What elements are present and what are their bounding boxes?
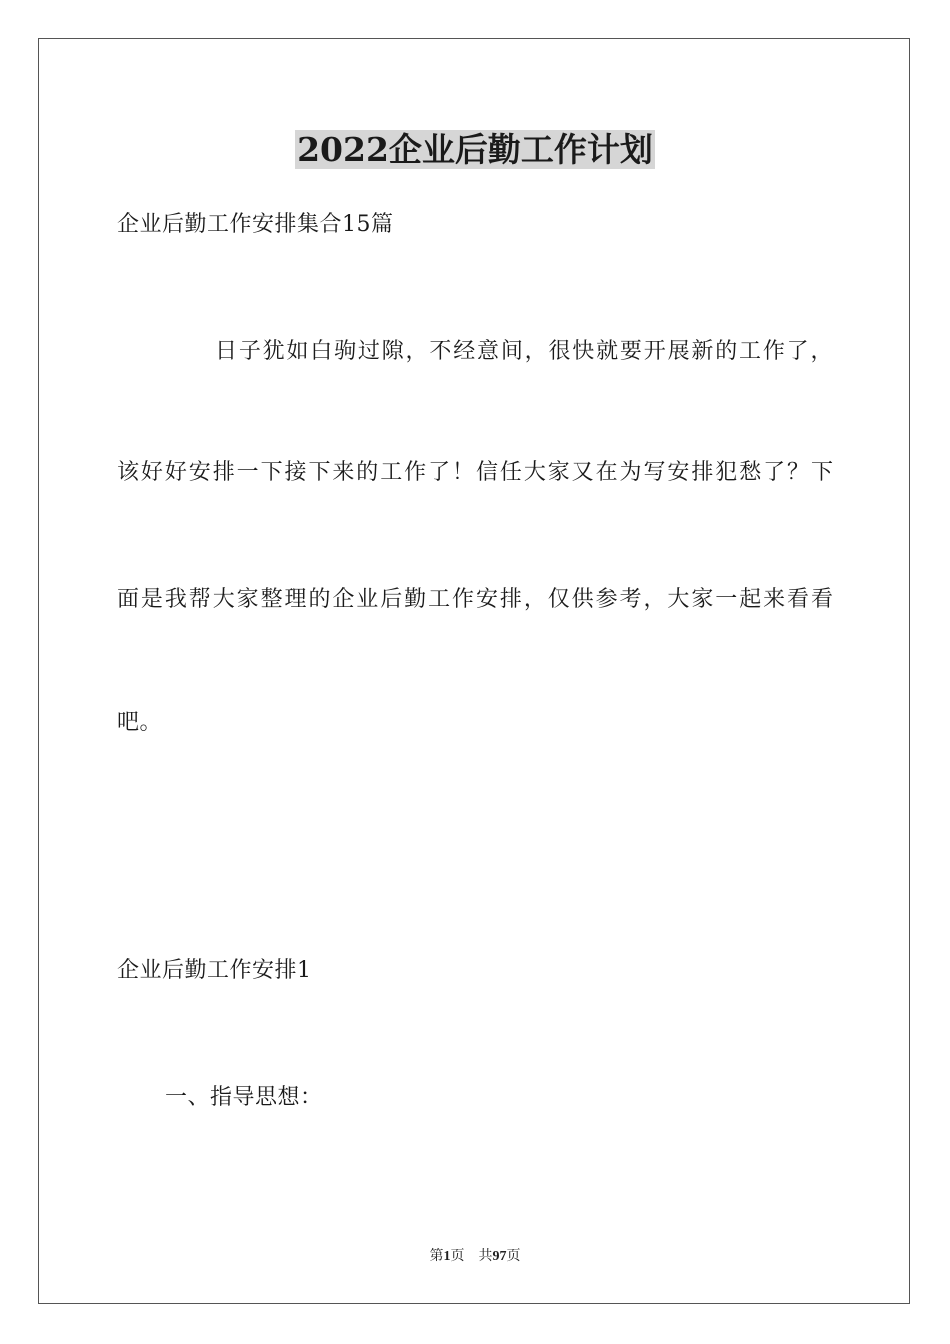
paragraph-line-2: 该好好安排一下接下来的工作了！信任大家又在为写安排犯愁了？下 — [117, 460, 833, 485]
footer-page-number: 1 — [443, 1249, 451, 1264]
paragraph-line-1: 日子犹如白驹过隙，不经意间，很快就要开展新的工作了， — [215, 339, 833, 364]
page-footer — [0, 1247, 950, 1267]
paragraph-line-4: 吧。 — [117, 710, 163, 735]
footer-total-suffix: 页 — [506, 1249, 521, 1264]
title-text: 2022企业后勤工作计划 — [297, 130, 653, 169]
section-heading: 企业后勤工作安排1 — [117, 958, 312, 983]
footer-page-prefix: 第 — [429, 1249, 444, 1264]
footer-total-prefix: 共 — [478, 1249, 493, 1264]
subtitle: 企业后勤工作安排集合15篇 — [117, 212, 394, 237]
footer-total-pages: 97 — [492, 1249, 507, 1264]
sub-heading: 一、指导思想： — [165, 1085, 323, 1110]
document-title — [0, 128, 950, 172]
footer-page-suffix: 页 — [450, 1249, 465, 1264]
paragraph-line-3: 面是我帮大家整理的企业后勤工作安排，仅供参考，大家一起来看看 — [117, 587, 833, 612]
